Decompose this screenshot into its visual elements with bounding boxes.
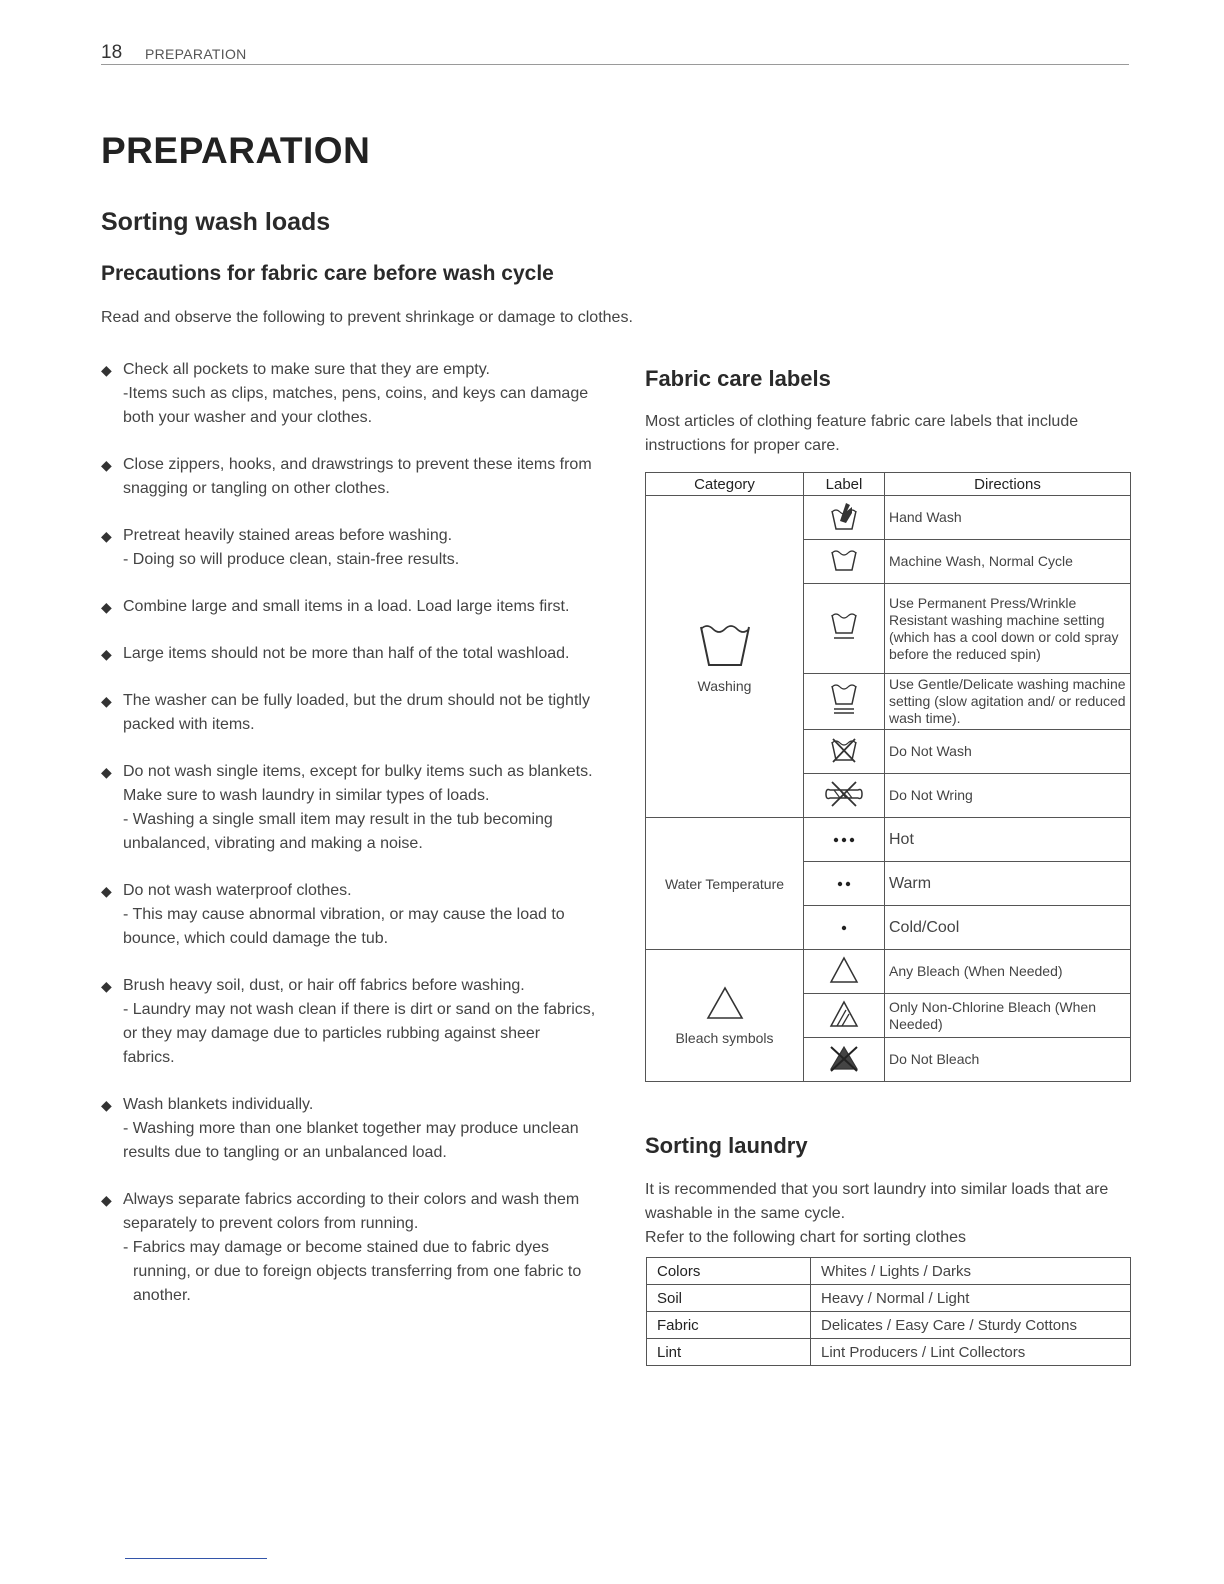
category-bleach (646, 950, 804, 1082)
sorting-intro-line2: Refer to the following chart for sorting clothes (645, 1229, 967, 1246)
category-washing (646, 496, 804, 818)
sorting-value: Delicates / Easy Care / Sturdy Cottons (811, 1312, 1131, 1339)
hand-wash-text: Hand Wash (885, 496, 1131, 540)
diamond-bullet-icon: ◆ (101, 528, 112, 544)
diamond-bullet-icon: ◆ (101, 646, 112, 662)
two-dots-icon (836, 879, 852, 889)
precaution-item (101, 453, 596, 501)
non-chlorine-bleach-icon (829, 1000, 859, 1028)
do-not-wring-text: Do Not Wring (885, 774, 1131, 818)
hot-text: Hot (885, 818, 1131, 862)
sorting-value: Lint Producers / Lint Collectors (811, 1339, 1131, 1366)
header-category: Category (646, 473, 804, 496)
sorting-key: Lint (647, 1339, 811, 1366)
diamond-bullet-icon: ◆ (101, 764, 112, 780)
category-bleach-label: Bleach symbols (675, 1030, 774, 1046)
no-bleach-text: Do Not Bleach (885, 1038, 1131, 1082)
any-bleach-text: Any Bleach (When Needed) (885, 950, 1131, 994)
precaution-item (101, 689, 596, 737)
precaution-line: Combine large and small items in a load. Load large items first. (123, 598, 570, 615)
care-row-hot (646, 818, 1131, 862)
do-not-wash-cell (804, 730, 885, 774)
machine-wash-icon (828, 546, 860, 574)
do-not-wash-text: Do Not Wash (885, 730, 1131, 774)
sorting-intro (645, 1178, 1135, 1250)
bleach-triangle-icon (705, 985, 745, 1021)
any-bleach-cell (804, 950, 885, 994)
diamond-bullet-icon: ◆ (101, 1192, 112, 1208)
non-chlorine-text: Only Non-Chlorine Bleach (When Needed) (885, 994, 1131, 1038)
precaution-item (101, 524, 596, 572)
diamond-bullet-icon: ◆ (101, 599, 112, 615)
non-chlorine-cell (804, 994, 885, 1038)
gentle-cell (804, 674, 885, 730)
running-header: PREPARATION (145, 46, 247, 62)
precautions-list (101, 358, 596, 1331)
precaution-line: Close zippers, hooks, and drawstrings to prevent these items from snagging or tangling on other clothes. (123, 456, 592, 497)
hand-wash-icon (828, 499, 860, 533)
precaution-line: - Washing a single small item may result in the tub becoming unbalanced, vibrating and making a noise. (123, 811, 553, 852)
precaution-item (101, 358, 596, 430)
sorting-heading: Sorting laundry (645, 1133, 808, 1158)
cold-cell (804, 906, 885, 950)
fabric-care-heading: Fabric care labels (645, 366, 831, 391)
precaution-line: -Items such as clips, matches, pens, coins, and keys can damage both your washer and your clothes. (123, 385, 589, 426)
warm-text: Warm (885, 862, 1131, 906)
category-water-temperature-label: Water Temperature (664, 875, 785, 892)
subheading: Precautions for fabric care before wash cycle (101, 262, 554, 285)
precaution-item (101, 1093, 596, 1165)
precaution-item (101, 1188, 596, 1308)
do-not-wring-cell (804, 774, 885, 818)
do-not-bleach-icon (827, 1043, 861, 1073)
fabric-care-intro: Most articles of clothing feature fabric care labels that include instructions for proper care. (645, 413, 1079, 454)
precaution-line: Brush heavy soil, dust, or hair off fabrics before washing. (123, 977, 525, 994)
precaution-line: Always separate fabrics according to their colors and wash them separately to prevent colors from running. (123, 1191, 580, 1232)
diamond-bullet-icon: ◆ (101, 883, 112, 899)
sorting-row (647, 1339, 1131, 1366)
gentle-wash-icon (828, 682, 860, 718)
category-water-temperature (646, 818, 804, 950)
care-row-hand-wash (646, 496, 1131, 540)
do-not-wring-icon (822, 780, 866, 808)
machine-wash-cell (804, 540, 885, 584)
permanent-press-icon (828, 611, 860, 643)
section-heading: Sorting wash loads (101, 208, 331, 236)
precaution-item (101, 595, 596, 619)
sorting-intro-line1: It is recommended that you sort laundry into similar loads that are washable in the same cycle. (645, 1181, 1109, 1222)
no-bleach-cell (804, 1038, 885, 1082)
sorting-row (647, 1258, 1131, 1285)
precaution-line: The washer can be fully loaded, but the drum should not be tightly packed with items. (123, 692, 590, 733)
precaution-line: - This may cause abnormal vibration, or may cause the load to bounce, which could damage the tub. (123, 906, 565, 947)
precaution-line: Wash blankets individually. (123, 1096, 314, 1113)
precaution-item (101, 974, 596, 1070)
diamond-bullet-icon: ◆ (101, 362, 112, 378)
precaution-item (101, 760, 596, 856)
one-dot-icon (839, 923, 849, 933)
page-title: PREPARATION (101, 130, 371, 171)
sorting-key: Soil (647, 1285, 811, 1312)
washtub-icon (695, 619, 755, 669)
fabric-care-table (645, 472, 1131, 1082)
precaution-item (101, 642, 596, 666)
hot-cell (804, 818, 885, 862)
header-directions: Directions (885, 473, 1131, 496)
gentle-text: Use Gentle/Delicate washing machine setting (slow agitation and/ or reduced wash time). (885, 674, 1131, 730)
header-divider (101, 64, 1129, 65)
sorting-table (646, 1257, 1131, 1366)
precaution-line: running, or due to foreign objects transferring from one fabric to another. (133, 1263, 582, 1304)
diamond-bullet-icon: ◆ (101, 457, 112, 473)
precaution-item (101, 879, 596, 951)
precaution-line: Do not wash waterproof clothes. (123, 882, 352, 899)
permanent-press-text: Use Permanent Press/Wrinkle Resistant washing machine setting (which has a cool down or cold spray before the reduced spin) (885, 584, 1131, 674)
diamond-bullet-icon: ◆ (101, 1097, 112, 1113)
sorting-row (647, 1312, 1131, 1339)
precaution-line: - Fabrics may damage or become stained due to fabric dyes (123, 1239, 549, 1256)
sorting-value: Heavy / Normal / Light (811, 1285, 1131, 1312)
care-row-any-bleach (646, 950, 1131, 994)
header-label: Label (804, 473, 885, 496)
sorting-row (647, 1285, 1131, 1312)
precaution-line: Large items should not be more than half of the total washload. (123, 645, 570, 662)
permanent-press-cell (804, 584, 885, 674)
precaution-line: - Doing so will produce clean, stain-free results. (123, 551, 460, 568)
intro-text: Read and observe the following to prevent shrinkage or damage to clothes. (101, 309, 633, 326)
cold-text: Cold/Cool (885, 906, 1131, 950)
do-not-wash-icon (828, 736, 860, 764)
footer-rule (125, 1558, 267, 1559)
page-number: 18 (101, 42, 123, 63)
precaution-line: Do not wash single items, except for bulky items such as blankets. Make sure to wash laundry in similar types of loads. (123, 763, 593, 804)
sorting-value: Whites / Lights / Darks (811, 1258, 1131, 1285)
care-table-header (646, 473, 1131, 496)
any-bleach-icon (829, 956, 859, 984)
three-dots-icon (832, 835, 856, 845)
sorting-key: Colors (647, 1258, 811, 1285)
diamond-bullet-icon: ◆ (101, 978, 112, 994)
precaution-line: - Laundry may not wash clean if there is dirt or sand on the fabrics, or they may damage due to particles rubbing against sheer fabrics. (123, 1001, 596, 1066)
precaution-line: - Washing more than one blanket together may produce unclean results due to tangling or an unbalanced load. (123, 1120, 579, 1161)
machine-wash-text: Machine Wash, Normal Cycle (885, 540, 1131, 584)
warm-cell (804, 862, 885, 906)
hand-wash-cell (804, 496, 885, 540)
precaution-line: Pretreat heavily stained areas before washing. (123, 527, 453, 544)
diamond-bullet-icon: ◆ (101, 693, 112, 709)
category-washing-label: Washing (697, 678, 752, 694)
precaution-line: Check all pockets to make sure that they are empty. (123, 361, 490, 378)
sorting-key: Fabric (647, 1312, 811, 1339)
